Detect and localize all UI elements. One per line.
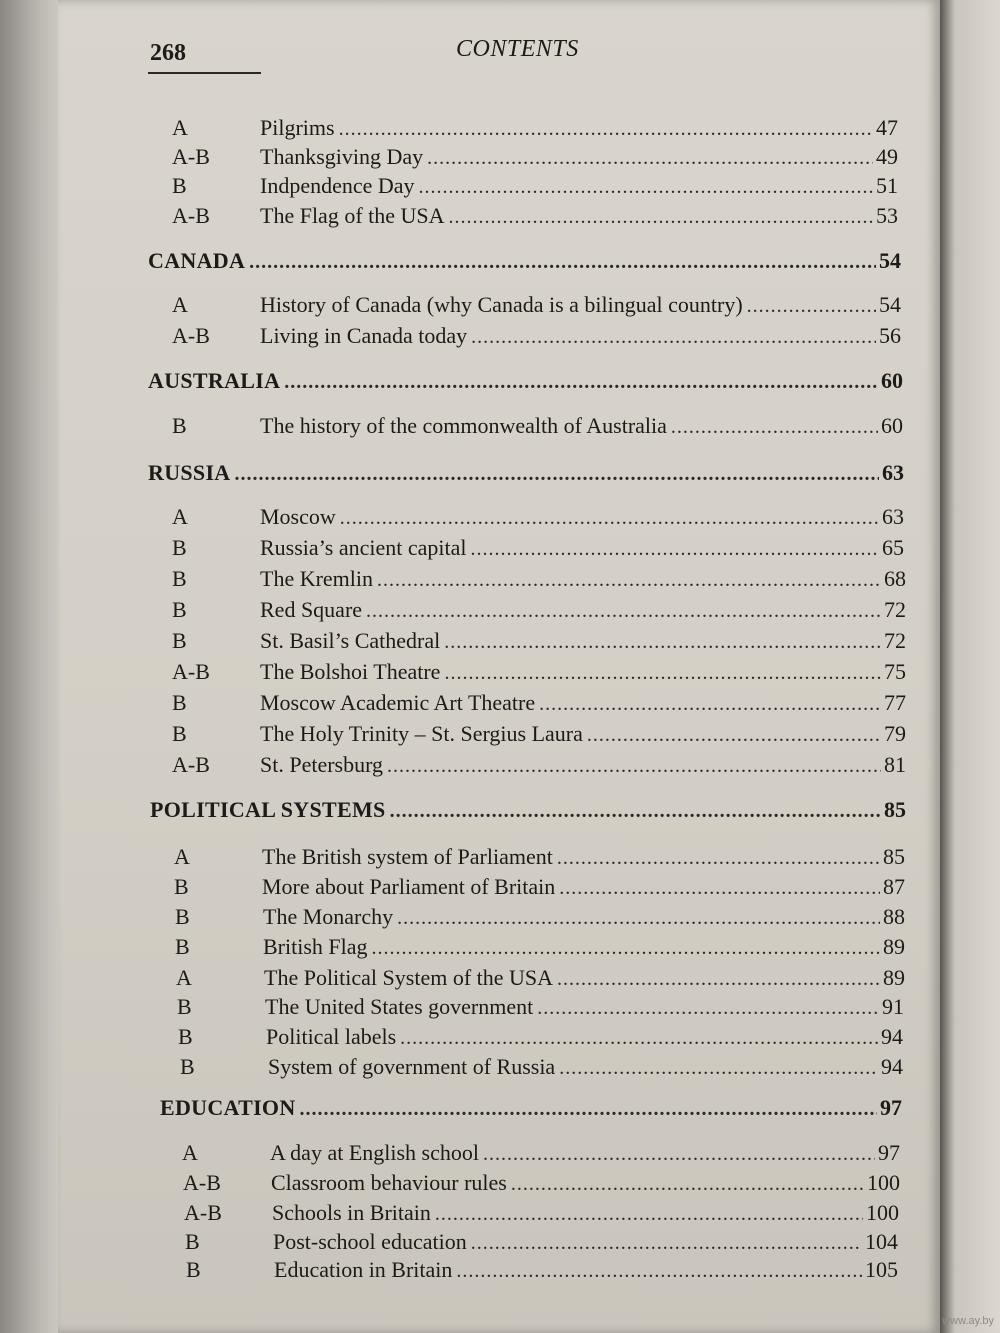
dot-leader [539,689,881,719]
toc-entry-title: History of Canada (why Canada is a bilingual country) [260,292,743,317]
toc-page-number: 94 [881,1054,903,1079]
toc-entry-title: Moscow [260,504,336,529]
toc-entry-level: A-B [172,203,210,228]
toc-entry-title: System of government of Russia [268,1054,556,1079]
dot-leader [471,322,876,352]
toc-entry-level: B [172,173,187,198]
toc-page-number: 97 [880,1095,902,1120]
dot-leader [559,1053,878,1083]
toc-entry [172,657,906,687]
toc-entry [172,750,906,780]
toc-entry-title: Schools in Britain [272,1200,431,1225]
dot-leader [397,903,880,933]
toc-entry-level: B [172,413,187,438]
toc-entry-title: The British system of Parliament [262,844,553,869]
toc-page-number: 68 [884,566,906,591]
toc-entry-level: A-B [172,752,210,777]
facing-page-edge [940,0,1000,1333]
toc-page-number: 60 [881,368,903,393]
toc-page-number: 49 [876,144,898,169]
page-number-rule [148,72,261,74]
toc-page-number: 72 [884,628,906,653]
toc-entry-title: St. Basil’s Cathedral [260,628,441,653]
dot-leader [284,367,878,397]
dot-leader [390,796,881,826]
toc-entry [172,201,898,231]
toc-entry-title: Indpendence Day [260,173,415,198]
toc-entry-title: Living in Canada today [260,323,468,348]
toc-entry-title: The Political System of the USA [264,965,554,990]
toc-page-number: 85 [883,844,905,869]
toc-page-number: 105 [865,1257,898,1282]
toc-section-heading [160,1093,902,1123]
toc-entry-level: B [186,1257,201,1282]
dot-leader [339,114,873,144]
dot-leader [747,291,876,321]
toc-entry-level: A [172,292,188,317]
toc-entry-level: B [180,1054,195,1079]
toc-entry-title: Political labels [266,1024,397,1049]
dot-leader [537,993,879,1023]
dot-leader [671,412,878,442]
toc-entry-level: B [174,874,189,899]
toc-entry-title: The United States government [265,994,534,1019]
toc-page-number: 60 [881,413,903,438]
toc-entry [172,321,901,351]
toc-entry-level: B [175,904,190,929]
dot-leader [483,1139,875,1169]
toc-entry-level: A-B [172,144,210,169]
dot-leader [587,720,881,750]
toc-entry [174,842,905,872]
toc-section-title: EDUCATION [160,1095,296,1120]
dot-leader [444,627,881,657]
toc-entry [172,411,903,441]
toc-entry [182,1138,900,1168]
toc-entry-level: B [172,566,187,591]
toc-entry-level: A-B [183,1170,221,1195]
dot-leader [366,596,881,626]
toc-entry [186,1255,898,1285]
toc-entry-title: Red Square [260,597,363,622]
toc-page-number: 89 [883,934,905,959]
toc-entry [180,1052,903,1082]
toc-entry-title: Russia’s ancient capital [260,535,467,560]
toc-entry-title: Education in Britain [274,1257,453,1282]
toc-entry [175,902,905,932]
toc-entry-level: B [178,1024,193,1049]
toc-page-number: 54 [879,292,901,317]
toc-entry-title: The Bolshoi Theatre [260,659,441,684]
dot-leader [557,964,880,994]
toc-page-number: 63 [882,460,904,485]
toc-entry-level: B [175,934,190,959]
toc-entry-title: The history of the commonwealth of Australia [260,413,667,438]
dot-leader [444,658,881,688]
toc-page-number: 85 [884,797,906,822]
dot-leader [419,172,873,202]
toc-entry-title: St. Petersburg [260,752,384,777]
toc-entry [183,1168,900,1198]
toc-entry-level: B [172,597,187,622]
toc-entry [172,502,904,532]
toc-entry-level: A-B [184,1200,222,1225]
toc-page-number: 81 [884,752,906,777]
toc-entry [172,171,898,201]
toc-entry [172,688,906,718]
dot-leader [377,565,881,595]
toc-page-number: 91 [882,994,904,1019]
toc-entry [172,626,906,656]
dot-leader [400,1023,878,1053]
dot-leader [387,751,881,781]
toc-entry [172,564,906,594]
toc-entry-title: Classroom behaviour rules [271,1170,507,1195]
toc-section-title: RUSSIA [148,460,231,485]
toc-entry [177,992,904,1022]
toc-page-number: 94 [881,1024,903,1049]
toc-entry-level: A [172,115,188,140]
toc-entry-level: A [176,965,192,990]
toc-section-heading [148,366,903,396]
toc-section-title: AUSTRALIA [148,368,281,393]
toc-entry [172,719,906,749]
toc-entry-title: Pilgrims [260,115,335,140]
toc-entry-title: More about Parliament of Britain [262,874,556,899]
toc-page-number: 88 [883,904,905,929]
toc-entry [172,533,904,563]
toc-entry [172,113,898,143]
dot-leader [471,534,880,564]
toc-entry [175,932,905,962]
toc-page-number: 63 [882,504,904,529]
toc-entry-level: B [172,690,187,715]
toc-page-number: 56 [879,323,901,348]
toc-entry-level: B [177,994,192,1019]
toc-entry [184,1198,899,1228]
toc-page-number: 97 [878,1140,900,1165]
toc-page-number: 54 [879,248,901,273]
dot-leader [471,1228,862,1258]
dot-leader [235,459,880,489]
dot-leader [449,202,873,232]
dot-leader [559,873,880,903]
dot-leader [249,247,876,277]
toc-entry-level: A [172,504,188,529]
toc-section-heading [150,795,906,825]
toc-entry-level: B [185,1229,200,1254]
dot-leader [340,503,879,533]
watermark: www.ay.by [942,1315,994,1327]
toc-entry-level: B [172,535,187,560]
toc-entry-title: The Kremlin [260,566,374,591]
toc-entry-title: Thanksgiving Day [260,144,424,169]
toc-entry-level: B [172,721,187,746]
toc-entry-level: A [174,844,190,869]
toc-page-number: 104 [865,1229,898,1254]
dot-leader [511,1169,864,1199]
toc-page-number: 75 [884,659,906,684]
toc-entry-title: The Holy Trinity – St. Sergius Laura [260,721,583,746]
toc-page-number: 53 [876,203,898,228]
toc-page-number: 79 [884,721,906,746]
toc-entry-level: A-B [172,659,210,684]
toc-page-number: 100 [867,1170,900,1195]
toc-entry-title: The Monarchy [263,904,394,929]
toc-entry-title: The Flag of the USA [260,203,445,228]
toc-section-heading [148,246,901,276]
toc-entry [172,290,901,320]
toc-section-title: POLITICAL SYSTEMS [150,797,386,822]
toc-entry [174,872,905,902]
toc-entry [185,1227,898,1257]
toc-entry-level: B [172,628,187,653]
toc-section-title: CANADA [148,248,246,273]
dot-leader [372,933,880,963]
toc-page-number: 89 [883,965,905,990]
toc-page-number: 77 [884,690,906,715]
toc-entry-title: A day at English school [270,1140,479,1165]
toc-page-number: 51 [876,173,898,198]
toc-page-number: 87 [883,874,905,899]
dot-leader [557,843,880,873]
dot-leader [300,1094,877,1124]
toc-entry-title: British Flag [263,934,368,959]
toc-entry-title: Post-school education [273,1229,467,1254]
toc-entry-title: Moscow Academic Art Theatre [260,690,536,715]
page-number: 268 [150,40,186,66]
toc-entry [172,142,898,172]
toc-entry [172,595,906,625]
toc-page-number: 72 [884,597,906,622]
toc-page-number: 65 [882,535,904,560]
toc-page-number: 47 [876,115,898,140]
toc-entry-level: A [182,1140,198,1165]
toc-section-heading [148,458,904,488]
toc-entry [176,963,905,993]
dot-leader [456,1256,862,1286]
dot-leader [427,143,873,173]
toc-entry [178,1022,903,1052]
book-gutter [0,0,62,1333]
running-header: CONTENTS [456,36,579,62]
dot-leader [435,1199,863,1229]
toc-page-number: 100 [866,1200,899,1225]
toc-entry-level: A-B [172,323,210,348]
